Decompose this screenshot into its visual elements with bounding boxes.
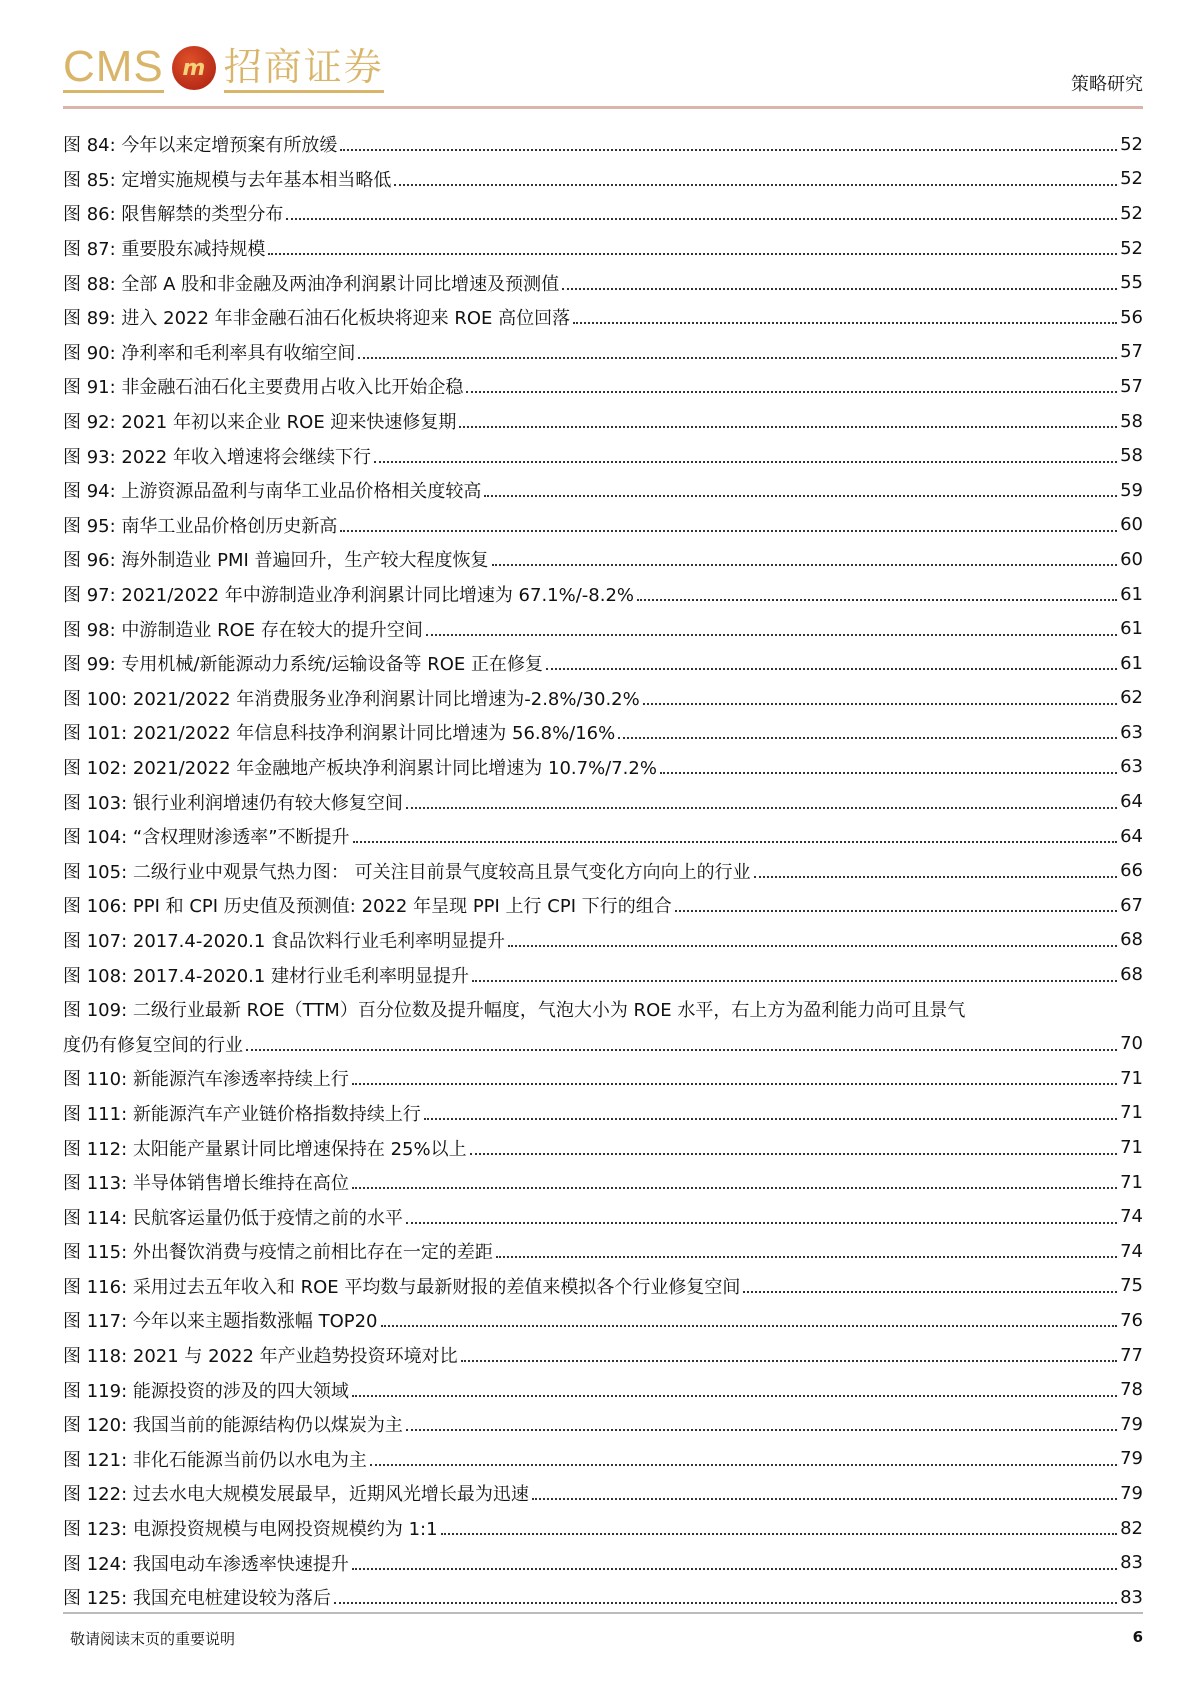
dot-leader: [394, 184, 1117, 186]
dot-leader: [424, 1118, 1117, 1120]
toc-entry[interactable]: [63, 1269, 1143, 1304]
toc-entry-label: 图 119: 能源投资的涉及的四大领域: [63, 1380, 349, 1402]
toc-entry[interactable]: [63, 1407, 1143, 1442]
toc-entry-page: 61: [1120, 583, 1143, 605]
logo-latin: CMS: [63, 41, 164, 91]
dot-leader: [618, 737, 1117, 739]
toc-entry[interactable]: [63, 369, 1143, 404]
dot-leader: [358, 357, 1117, 359]
toc-entry-page: 57: [1120, 341, 1143, 363]
dot-leader: [340, 530, 1117, 532]
toc-entry[interactable]: [63, 1234, 1143, 1269]
toc-entry-label: 图 92: 2021 年初以来企业 ROE 迎来快速修复期: [63, 412, 457, 434]
toc-entry-page: 60: [1120, 548, 1143, 570]
toc-entry-page: 66: [1120, 860, 1143, 882]
dot-leader: [496, 1256, 1117, 1258]
dot-leader: [573, 322, 1117, 324]
toc-entry-page: 64: [1120, 791, 1143, 813]
dot-leader: [268, 253, 1117, 255]
toc-entry[interactable]: [63, 335, 1143, 370]
toc-entry-page: 60: [1120, 514, 1143, 536]
toc-entry-label: 图 94: 上游资源品盈利与南华工业品价格相关度较高: [63, 481, 482, 503]
toc-entry-label: 图 123: 电源投资规模与电网投资规模约为 1:1: [63, 1519, 438, 1541]
toc-entry[interactable]: [63, 681, 1143, 716]
dot-leader: [461, 1360, 1117, 1362]
toc-entry[interactable]: [63, 853, 1143, 888]
toc-entry-label: 图 103: 银行业利润增速仍有较大修复空间: [63, 792, 403, 814]
dot-leader: [472, 980, 1117, 982]
toc-entry-page: 57: [1120, 375, 1143, 397]
toc-entry-page: 83: [1120, 1586, 1143, 1608]
toc-entry[interactable]: [63, 542, 1143, 577]
toc-entry-label: 图 120: 我国当前的能源结构仍以煤炭为主: [63, 1415, 403, 1437]
dot-leader: [508, 945, 1117, 947]
dot-leader: [374, 461, 1117, 463]
toc-entry-page: 58: [1120, 410, 1143, 432]
toc-entry-page: 70: [1120, 1033, 1143, 1055]
toc-entry-label: 度仍有修复空间的行业: [63, 1034, 243, 1056]
toc-entry-page: 63: [1120, 721, 1143, 743]
toc-entry[interactable]: [63, 750, 1143, 785]
dot-leader: [381, 1325, 1118, 1327]
toc-entry[interactable]: [63, 196, 1143, 231]
toc-entry[interactable]: [63, 1338, 1143, 1373]
footer-note: 敬请阅读末页的重要说明: [70, 1630, 236, 1648]
toc-entry-label: 图 96: 海外制造业 PMI 普遍回升，生产较大程度恢复: [63, 550, 489, 572]
toc-entry-label: 图 90: 净利率和毛利率具有收缩空间: [63, 342, 356, 364]
toc-entry[interactable]: [63, 888, 1143, 923]
toc-entry[interactable]: [63, 646, 1143, 681]
toc-entry-page: 64: [1120, 825, 1143, 847]
dot-leader: [340, 149, 1117, 151]
toc-entry-label: 图 110: 新能源汽车渗透率持续上行: [63, 1069, 349, 1091]
dot-leader: [660, 772, 1117, 774]
dot-leader: [352, 1568, 1117, 1570]
toc-entry[interactable]: [63, 923, 1143, 958]
toc-entry-page: 79: [1120, 1413, 1143, 1435]
dot-leader: [459, 426, 1117, 428]
toc-entry[interactable]: [63, 1442, 1143, 1477]
toc-entry-label: 图 108: 2017.4-2020.1 建材行业毛利率明显提升: [63, 965, 470, 987]
toc-entry-page: 71: [1120, 1137, 1143, 1159]
dot-leader: [637, 599, 1117, 601]
toc-entry[interactable]: [63, 1061, 1143, 1096]
toc-entry[interactable]: [63, 1511, 1143, 1546]
toc-entry[interactable]: [63, 1165, 1143, 1200]
toc-entry[interactable]: [63, 715, 1143, 750]
toc-entry-label: 图 111: 新能源汽车产业链价格指数持续上行: [63, 1103, 421, 1125]
dot-leader: [246, 1049, 1117, 1051]
dot-leader: [743, 1291, 1117, 1293]
toc-entry[interactable]: [63, 1130, 1143, 1165]
toc-entry[interactable]: [63, 1545, 1143, 1580]
toc-entry[interactable]: [63, 1199, 1143, 1234]
toc-entry-label: 图 104: “含权理财渗透率”不断提升: [63, 827, 350, 849]
toc-entry-page: 71: [1120, 1171, 1143, 1193]
toc-entry-label: 图 109: 二级行业最新 ROE（TTM）百分位数及提升幅度，气泡大小为 ROE 水平，右上方为盈利能力尚可且景气: [63, 1000, 966, 1022]
toc-entry-page: 75: [1120, 1275, 1143, 1297]
toc-entry-label: 图 113: 半导体销售增长维持在高位: [63, 1173, 349, 1195]
toc-entry-label: 图 102: 2021/2022 年金融地产板块净利润累计同比增速为 10.7%/7.2%: [63, 757, 657, 779]
dot-leader: [352, 1083, 1117, 1085]
toc-entry-label: 图 118: 2021 与 2022 年产业趋势投资环境对比: [63, 1346, 458, 1368]
dot-leader: [492, 564, 1118, 566]
dot-leader: [675, 910, 1117, 912]
toc-entry-label: 图 112: 太阳能产量累计同比增速保持在 25%以上: [63, 1138, 467, 1160]
dot-leader: [754, 876, 1118, 878]
dot-leader: [426, 634, 1117, 636]
section-label: 策略研究: [1071, 74, 1143, 95]
toc-entry-page: 77: [1120, 1344, 1143, 1366]
toc-entry-page: 59: [1120, 479, 1143, 501]
dot-leader: [562, 288, 1117, 290]
dot-leader: [470, 1153, 1118, 1155]
toc-entry-label: 图 88: 全部 A 股和非金融及两油净利润累计同比增速及预测值: [63, 273, 560, 295]
figure-toc-list: [63, 127, 1143, 1615]
toc-entry[interactable]: [63, 784, 1143, 819]
toc-entry-page: 71: [1120, 1067, 1143, 1089]
toc-entry-label: 图 116: 采用过去五年收入和 ROE 平均数与最新财报的差值来模拟各个行业修复空间: [63, 1276, 741, 1298]
toc-entry-page: 52: [1120, 168, 1143, 190]
toc-entry-label: 图 86: 限售解禁的类型分布: [63, 204, 284, 226]
toc-entry[interactable]: [63, 1476, 1143, 1511]
dot-leader: [370, 1464, 1117, 1466]
toc-entry-label: 图 91: 非金融石油石化主要费用占收入比开始企稳: [63, 377, 464, 399]
dot-leader: [334, 1602, 1117, 1604]
toc-entry-page: 63: [1120, 756, 1143, 778]
toc-entry-page: 74: [1120, 1240, 1143, 1262]
toc-entry-label: 图 105: 二级行业中观景气热力图： 可关注目前景气度较高且景气变化方向向上的行业: [63, 861, 751, 883]
toc-entry[interactable]: [63, 300, 1143, 335]
toc-entry-label: 图 99: 专用机械/新能源动力系统/运输设备等 ROE 正在修复: [63, 654, 544, 676]
toc-entry[interactable]: [63, 438, 1143, 473]
toc-entry[interactable]: [63, 508, 1143, 543]
dot-leader: [546, 668, 1117, 670]
toc-entry-label: 图 117: 今年以来主题指数涨幅 TOP20: [63, 1311, 378, 1333]
logo-emblem-icon: m: [172, 46, 216, 90]
toc-entry-label: 图 125: 我国充电桩建设较为落后: [63, 1588, 331, 1610]
toc-entry-label: 图 101: 2021/2022 年信息科技净利润累计同比增速为 56.8%/16%: [63, 723, 616, 745]
toc-entry[interactable]: [63, 404, 1143, 439]
toc-entry-page: 52: [1120, 202, 1143, 224]
toc-entry-page: 67: [1120, 894, 1143, 916]
company-logo: [63, 42, 384, 94]
toc-entry-page: 52: [1120, 133, 1143, 155]
toc-entry-page: 82: [1120, 1517, 1143, 1539]
dot-leader: [466, 391, 1117, 393]
toc-entry[interactable]: [63, 1303, 1143, 1338]
toc-entry[interactable]: [63, 819, 1143, 854]
dot-leader: [406, 807, 1117, 809]
toc-entry[interactable]: [63, 265, 1143, 300]
toc-entry-page: 62: [1120, 687, 1143, 709]
toc-entry-page: 83: [1120, 1552, 1143, 1574]
header-divider: [63, 106, 1143, 109]
toc-entry-label: 图 114: 民航客运量仍低于疫情之前的水平: [63, 1207, 403, 1229]
toc-entry-page: 55: [1120, 272, 1143, 294]
toc-entry-label: 图 97: 2021/2022 年中游制造业净利润累计同比增速为 67.1%/-8.2%: [63, 585, 635, 607]
toc-entry-label: 图 115: 外出餐饮消费与疫情之前相比存在一定的差距: [63, 1242, 493, 1264]
toc-entry-label: 图 122: 过去水电大规模发展最早，近期风光增长最为迅速: [63, 1484, 529, 1506]
toc-entry-label: 图 106: PPI 和 CPI 历史值及预测值: 2022 年呈现 PPI 上行 CPI 下行的组合: [63, 896, 672, 918]
dot-leader: [484, 495, 1117, 497]
toc-entry[interactable]: [63, 1026, 1143, 1061]
toc-entry[interactable]: [63, 577, 1143, 612]
toc-entry-page: 61: [1120, 652, 1143, 674]
toc-entry[interactable]: [63, 1096, 1143, 1131]
toc-entry-page: 58: [1120, 445, 1143, 467]
toc-entry-label: 图 87: 重要股东减持规模: [63, 239, 266, 261]
toc-entry[interactable]: [63, 127, 1143, 162]
footer-divider: [63, 1612, 1143, 1614]
dot-leader: [406, 1429, 1117, 1431]
page-number: 6: [1132, 1628, 1143, 1646]
dot-leader: [441, 1533, 1118, 1535]
dot-leader: [353, 841, 1118, 843]
toc-entry-page: 68: [1120, 929, 1143, 951]
toc-entry[interactable]: [63, 957, 1143, 992]
toc-entry-page: 76: [1120, 1309, 1143, 1331]
toc-entry-label: 图 84: 今年以来定增预案有所放缓: [63, 135, 338, 157]
dot-leader: [532, 1498, 1117, 1500]
dot-leader: [352, 1395, 1117, 1397]
toc-entry-label: 图 98: 中游制造业 ROE 存在较大的提升空间: [63, 619, 423, 641]
dot-leader: [286, 218, 1117, 220]
toc-entry-page: 56: [1120, 306, 1143, 328]
toc-entry-page: 52: [1120, 237, 1143, 259]
toc-entry[interactable]: [63, 1580, 1143, 1615]
toc-entry-label: 图 100: 2021/2022 年消费服务业净利润累计同比增速为-2.8%/30.2%: [63, 688, 640, 710]
toc-entry[interactable]: [63, 473, 1143, 508]
dot-leader: [406, 1222, 1117, 1224]
toc-entry-page: 61: [1120, 618, 1143, 640]
toc-entry[interactable]: [63, 1372, 1143, 1407]
toc-entry-page: 71: [1120, 1102, 1143, 1124]
toc-entry-label: 图 121: 非化石能源当前仍以水电为主: [63, 1449, 367, 1471]
toc-entry-label: 图 124: 我国电动车渗透率快速提升: [63, 1553, 349, 1575]
toc-entry-page: 74: [1120, 1206, 1143, 1228]
toc-entry[interactable]: [63, 231, 1143, 266]
toc-entry-line[interactable]: [63, 992, 1143, 1027]
toc-entry-page: 68: [1120, 964, 1143, 986]
toc-entry-label: 图 93: 2022 年收入增速将会继续下行: [63, 446, 371, 468]
dot-leader: [643, 703, 1117, 705]
logo-chinese: 招商证券: [224, 44, 384, 93]
toc-entry[interactable]: [63, 162, 1143, 197]
toc-entry-label: 图 89: 进入 2022 年非金融石油石化板块将迎来 ROE 高位回落: [63, 308, 571, 330]
toc-entry-page: 78: [1120, 1379, 1143, 1401]
toc-entry-label: 图 85: 定增实施规模与去年基本相当略低: [63, 169, 392, 191]
toc-entry-page: 79: [1120, 1482, 1143, 1504]
toc-entry-label: 图 95: 南华工业品价格创历史新高: [63, 515, 338, 537]
dot-leader: [352, 1187, 1117, 1189]
toc-entry[interactable]: [63, 611, 1143, 646]
toc-entry-label: 图 107: 2017.4-2020.1 食品饮料行业毛利率明显提升: [63, 930, 506, 952]
toc-entry-page: 79: [1120, 1448, 1143, 1470]
